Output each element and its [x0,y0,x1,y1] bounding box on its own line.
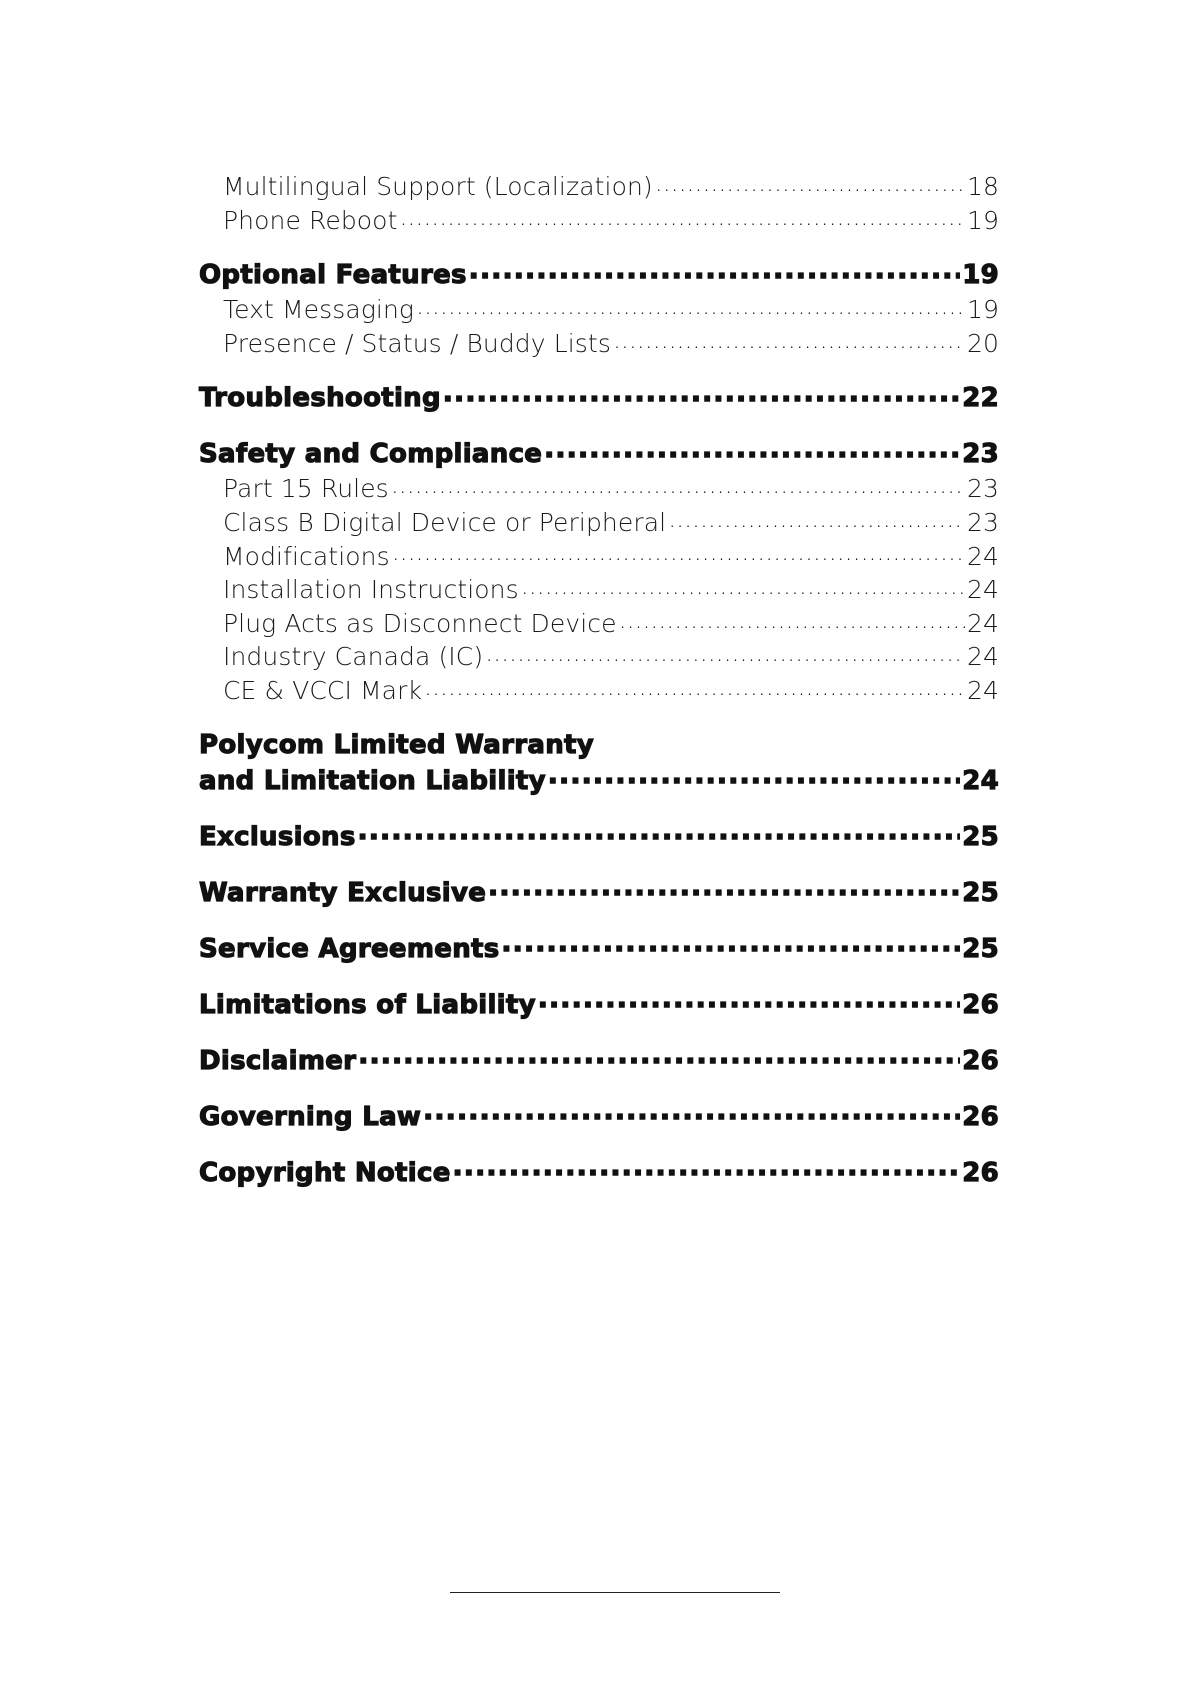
toc-section-page: 25 [962,933,999,964]
toc-section-heading[interactable] [199,1099,999,1135]
toc-section-title: Copyright Notice [199,1157,451,1188]
toc-group [199,987,999,1023]
dot-leader [453,1155,961,1181]
dot-leader [544,436,960,462]
footer-divider [450,1592,780,1593]
toc-section-title: Limitations of Liability [199,989,536,1020]
dot-leader [424,674,965,699]
toc-entry-title: Modifications [223,541,390,571]
toc-entry[interactable] [199,607,999,641]
dot-leader [391,472,965,497]
toc-group [199,819,999,855]
toc-section-heading[interactable] [199,1043,999,1079]
toc-section-page: 19 [962,260,999,291]
toc-group [199,257,999,360]
toc-section-page: 26 [962,1101,999,1132]
toc-section-heading[interactable] [199,763,999,799]
dot-leader [469,257,960,283]
toc-entry-title: Phone Reboot [223,205,398,235]
toc-entry-page: 19 [966,295,999,325]
dot-leader [399,204,965,229]
toc-entry[interactable] [199,293,999,327]
toc-entry-title: Plug Acts as Disconnect Device [223,608,617,638]
toc-entry[interactable] [199,540,999,574]
toc-section-title: Troubleshooting [199,383,441,414]
toc-section-heading[interactable] [199,1155,999,1191]
toc-group [199,931,999,967]
toc-section-title: Optional Features [199,260,467,291]
toc-group [199,380,999,416]
toc-entry[interactable] [199,204,999,238]
toc-entry[interactable] [199,674,999,708]
toc-section-heading-line[interactable] [199,728,999,763]
toc-section-page: 23 [962,439,999,470]
toc-group [199,728,999,799]
toc-group [199,436,999,707]
dot-leader [358,819,961,845]
toc-section-title: Warranty Exclusive [199,877,487,908]
toc-section-page: 25 [962,821,999,852]
dot-leader [423,1099,960,1125]
toc-group [199,1155,999,1191]
toc-entry-page: 23 [966,507,999,537]
toc-section-heading[interactable] [199,257,999,293]
dot-leader [485,640,965,665]
toc-section-page: 24 [962,765,999,796]
dot-leader [443,380,960,406]
toc-entry-title: Multilingual Support (Localization) [223,172,653,201]
toc-entry-title: Text Messaging [223,295,415,325]
dot-leader [416,293,965,318]
toc-entry[interactable] [199,573,999,607]
toc-section-title: Service Agreements [199,933,500,964]
toc-entry-page: 24 [966,608,999,638]
toc-section-heading[interactable] [199,380,999,416]
toc-section-heading[interactable] [199,819,999,855]
toc-entry-page: 23 [966,474,999,504]
dot-leader [668,506,965,531]
toc-group [199,875,999,911]
toc-entry-page: 18 [966,172,999,201]
toc-section-page: 22 [962,383,999,414]
dot-leader [488,875,960,901]
dot-leader [548,763,960,789]
toc-section-page: 26 [962,989,999,1020]
toc-entry-title: CE & VCCI Mark [223,675,423,705]
toc-section-page: 26 [962,1045,999,1076]
toc-entry-page: 20 [966,328,999,358]
table-of-contents [199,170,999,1211]
toc-section-title: and Limitation Liability [199,765,546,796]
toc-entry-page: 24 [966,575,999,605]
toc-section-title: Exclusions [199,821,356,852]
toc-entry[interactable] [199,327,999,361]
toc-entry[interactable] [199,170,999,204]
dot-leader [538,987,960,1013]
toc-entry-page: 24 [966,541,999,571]
dot-leader [613,327,965,352]
dot-leader [502,931,961,957]
toc-group [199,170,999,237]
toc-entry[interactable] [199,472,999,506]
toc-section-heading[interactable] [199,987,999,1023]
toc-entry-title: Installation Instructions [223,575,519,605]
toc-entry-page: 24 [966,642,999,672]
toc-section-title: Polycom Limited Warranty [199,729,594,760]
toc-entry-title: Part 15 Rules [223,474,389,504]
toc-entry-page: 24 [966,675,999,705]
toc-entry[interactable] [199,506,999,540]
toc-section-page: 25 [962,877,999,908]
toc-section-title: Safety and Compliance [199,439,543,470]
toc-section-title: Disclaimer [199,1045,357,1076]
dot-leader [358,1043,960,1069]
toc-section-heading[interactable] [199,436,999,472]
dot-leader [619,607,965,632]
dot-leader [392,540,965,565]
dot-leader [521,573,965,598]
toc-entry-title: Industry Canada (IC) [223,642,484,672]
toc-section-page: 26 [962,1157,999,1188]
toc-entry-title: Class B Digital Device or Peripheral [223,507,667,537]
toc-section-heading[interactable] [199,931,999,967]
toc-section-heading[interactable] [199,875,999,911]
toc-entry[interactable] [199,640,999,674]
toc-group [199,1043,999,1079]
toc-section-title: Governing Law [199,1101,422,1132]
toc-entry-title: Presence / Status / Buddy Lists [223,328,611,358]
toc-entry-page: 19 [966,205,999,235]
toc-group [199,1099,999,1135]
dot-leader [655,170,965,195]
